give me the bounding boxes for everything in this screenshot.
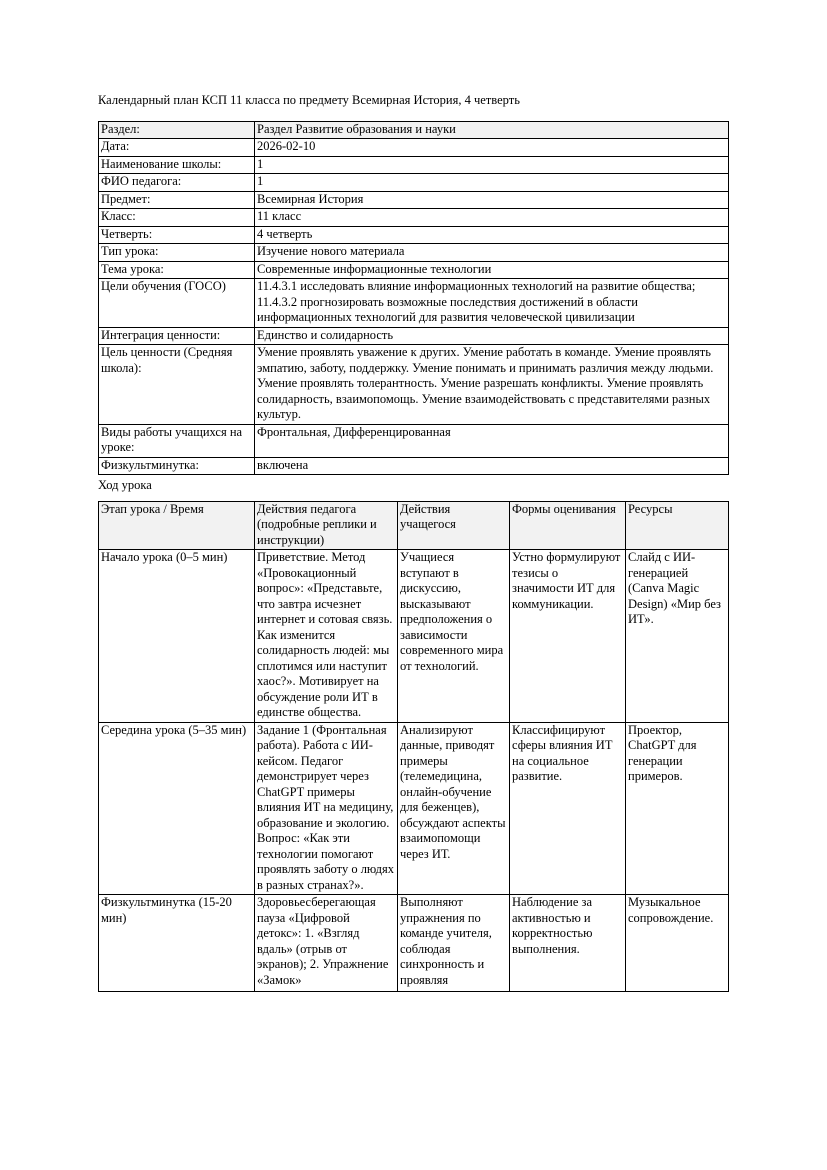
- stage-cell: Середина урока (5–35 мин): [99, 722, 255, 895]
- info-label: Тип урока:: [99, 244, 255, 262]
- info-row-values-goal: [99, 345, 729, 425]
- info-row-phys-minute: [99, 457, 729, 475]
- info-label: Предмет:: [99, 191, 255, 209]
- info-value: Фронтальная, Дифференцированная: [255, 424, 729, 457]
- info-label: Физкультминутка:: [99, 457, 255, 475]
- student-actions-cell: [398, 895, 510, 992]
- stage-cell: Начало урока (0–5 мин): [99, 550, 255, 723]
- info-value: Современные информационные технологии: [255, 261, 729, 279]
- lesson-row-middle: [99, 722, 729, 895]
- section-heading: Ход урока: [98, 478, 152, 492]
- info-label: Цели обучения (ГОСО): [99, 279, 255, 328]
- info-label: Наименование школы:: [99, 156, 255, 174]
- info-row-lesson-topic: [99, 261, 729, 279]
- info-row-section: [99, 121, 729, 139]
- info-value: включена: [255, 457, 729, 475]
- stage-text: Физкультминутка (15-20 мин): [101, 895, 232, 925]
- info-row-lesson-type: [99, 244, 729, 262]
- info-value: 2026-02-10: [255, 139, 729, 157]
- col-header-stage: Этап урока / Время: [99, 501, 255, 550]
- lesson-info-table: [98, 121, 729, 476]
- info-label: Четверть:: [99, 226, 255, 244]
- info-label: Цель ценности (Средняя школа):: [99, 345, 255, 425]
- lesson-flow-table: [98, 501, 729, 993]
- student-actions-cell: Анализируют данные, приводят примеры (телемедицина, онлайн-обучение для беженцев), обсуждают аспекты взаимопомощи через ИТ.: [398, 722, 510, 895]
- info-label: Виды работы учащихся на уроке:: [99, 424, 255, 457]
- lesson-row-phys-minute: [99, 895, 729, 992]
- info-value: Изучение нового материала: [255, 244, 729, 262]
- info-value: Раздел Развитие образования и науки: [255, 121, 729, 139]
- info-label: Раздел:: [99, 121, 255, 139]
- info-value: 11 класс: [255, 209, 729, 227]
- info-value: 11.4.3.1 исследовать влияние информационных технологий на развитие общества; 11.4.3.2 прогнозировать возможные последствия достижений в области информационных технологий для развития человеческой цивилизации: [255, 279, 729, 328]
- info-value: Умение проявлять уважение к других. Умение работать в команде. Умение проявлять эмпатию, заботу, поддержку. Умение понимать и принимать различия между людьми. Умение проявлять толерантность. Умение разрешать конфликты. Умение проявлять солидарность, взаимопомощь. Умение взаимодействовать с представителями разных культур.: [255, 345, 729, 425]
- assessment-cell: Классифицируют сферы влияния ИТ на социальное развитие.: [510, 722, 626, 895]
- student-actions-cell: Учащиеся вступают в дискуссию, высказывают предположения о зависимости современного мира от технологий.: [398, 550, 510, 723]
- col-header-teacher-actions: Действия педагога (подробные реплики и инструкции): [255, 501, 398, 550]
- resources-cell: Проектор, ChatGPT для генерации примеров.: [626, 722, 729, 895]
- assessment-cell: [510, 895, 626, 992]
- resources-cell: [626, 895, 729, 992]
- assessment-cell: Устно формулируют тезисы о значимости ИТ для коммуникации.: [510, 550, 626, 723]
- info-row-date: [99, 139, 729, 157]
- resources-text: Музыкальное сопровождение.: [628, 895, 714, 925]
- info-value: Всемирная История: [255, 191, 729, 209]
- info-label: Класс:: [99, 209, 255, 227]
- col-header-student-actions: Действия учащегося: [398, 501, 510, 550]
- resources-cell: Слайд с ИИ-генерацией (Canva Magic Design) «Мир без ИТ».: [626, 550, 729, 723]
- col-header-assessment: Формы оценивания: [510, 501, 626, 550]
- info-label: ФИО педагога:: [99, 174, 255, 192]
- lesson-table-header-row: [99, 501, 729, 550]
- info-value: Единство и солидарность: [255, 327, 729, 345]
- info-row-work-types: [99, 424, 729, 457]
- teacher-actions-text: Здоровьесберегающая пауза «Цифровой детокс»: 1. «Взгляд вдаль» (отрыв от экранов); 2. Упражнение «Замок»: [257, 895, 389, 987]
- info-label: Интеграция ценности:: [99, 327, 255, 345]
- assessment-text: Наблюдение за активностью и корректностью выполнения.: [512, 895, 593, 956]
- teacher-actions-cell: Приветствие. Метод «Провокационный вопрос»: «Представьте, что завтра исчезнет интернет и сотовая связь. Как изменится солидарность людей: мы сплотимся или наступит хаос?». Мотивирует на обсуждение роли ИТ в единстве общества.: [255, 550, 398, 723]
- info-row-values-integration: [99, 327, 729, 345]
- info-row-subject: [99, 191, 729, 209]
- info-row-quarter: [99, 226, 729, 244]
- lesson-row-start: [99, 550, 729, 723]
- info-label: Дата:: [99, 139, 255, 157]
- page-title: Календарный план КСП 11 класса по предмету Всемирная История, 4 четверть: [98, 93, 520, 107]
- teacher-actions-cell: Задание 1 (Фронтальная работа). Работа с ИИ-кейсом. Педагог демонстрирует через ChatGPT примеры влияния ИТ на медицину, образование и экологию. Вопрос: «Как эти технологии помогают проявлять заботу о людях в разных странах?».: [255, 722, 398, 895]
- student-actions-text: Выполняют упражнения по команде учителя, соблюдая синхронность и проявляя: [400, 895, 492, 987]
- info-value: 1: [255, 156, 729, 174]
- info-row-learning-goals: [99, 279, 729, 328]
- info-value: 1: [255, 174, 729, 192]
- info-value: 4 четверть: [255, 226, 729, 244]
- info-row-class: [99, 209, 729, 227]
- info-row-school: [99, 156, 729, 174]
- info-row-teacher-name: [99, 174, 729, 192]
- col-header-resources: Ресурсы: [626, 501, 729, 550]
- info-label: Тема урока:: [99, 261, 255, 279]
- teacher-actions-cell: [255, 895, 398, 992]
- stage-cell: [99, 895, 255, 992]
